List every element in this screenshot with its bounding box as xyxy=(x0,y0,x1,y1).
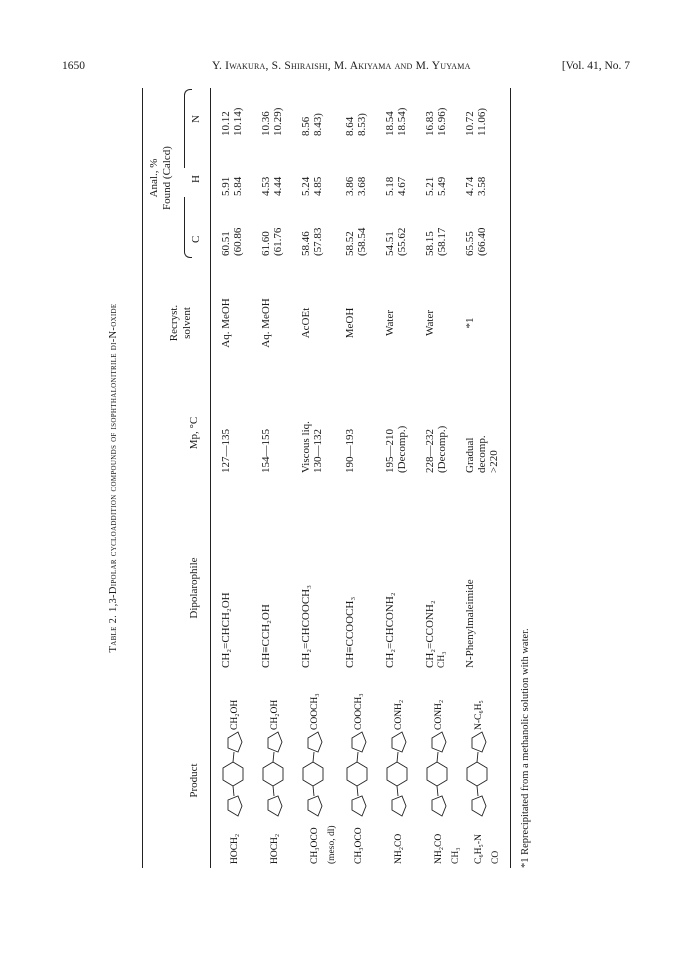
mp-line1: 190—193 xyxy=(344,429,356,473)
isoxazoline-ring-left xyxy=(392,796,406,816)
isoxazoline-ring-left xyxy=(228,796,242,816)
mp-line2: (Decomp.) xyxy=(436,425,448,473)
n-calcd: 8.53) xyxy=(356,113,368,136)
product-structure xyxy=(384,684,410,864)
header-anal-line1: Anal., % xyxy=(148,158,160,198)
n-found: 16.83 xyxy=(424,111,436,136)
n-found: 10.72 xyxy=(464,111,476,136)
table-row xyxy=(384,88,424,868)
header-recryst-line1: Recryst. xyxy=(168,304,180,342)
dipolarophile-cell xyxy=(260,604,272,668)
product-diagram xyxy=(424,678,450,864)
h-found: 5.24 xyxy=(300,176,312,196)
nitrogen-cell xyxy=(464,92,488,136)
mp-cell xyxy=(384,426,408,473)
nitrogen-cell xyxy=(424,92,448,136)
c-calcd: (55.62 xyxy=(396,227,408,256)
bottom-rule xyxy=(510,88,511,868)
recryst-cell: AcOEt xyxy=(300,307,312,339)
product-diagram xyxy=(344,678,370,864)
table-row xyxy=(300,88,340,868)
dipolarophile-formula: CH≡CCOOCH₃ xyxy=(344,596,356,668)
n-calcd: 10.14) xyxy=(232,107,244,136)
product-structure xyxy=(464,684,502,864)
benzene-ring xyxy=(223,762,243,786)
n-calcd: 18.54) xyxy=(396,107,408,136)
dipolarophile-cell xyxy=(464,579,476,668)
c-calcd: (58.17 xyxy=(436,227,448,256)
dipolarophile-formula: CH₂=CHCONH₂ xyxy=(384,592,396,668)
isoxazoline-ring-right xyxy=(352,732,366,752)
table-row xyxy=(220,88,260,868)
c-found: 54.51 xyxy=(384,231,396,256)
dipolarophile-formula: N-Phenylmaleimide xyxy=(464,579,476,668)
h-found: 3.86 xyxy=(344,176,356,196)
running-authors: Y. Iwakura, S. Shiraishi, M. Akiyama and M. Yuyama xyxy=(212,60,471,72)
dipolarophile-formula: CH₂=CHCH₂OH xyxy=(220,592,232,668)
n-found: 10.12 xyxy=(220,111,232,136)
mp-line2: decomp. xyxy=(476,435,488,473)
mp-cell xyxy=(300,421,324,473)
product-note: (meso, dl) xyxy=(327,825,337,864)
mp-line1: Gradual xyxy=(464,437,476,473)
hydrogen-cell xyxy=(424,152,448,196)
n-found: 8.56 xyxy=(300,116,312,136)
table-row xyxy=(464,88,504,868)
hydrogen-cell xyxy=(344,152,368,196)
mp-line1: 127—135 xyxy=(220,429,232,473)
nitrogen-cell xyxy=(300,92,324,136)
c-found: 65.55 xyxy=(464,231,476,256)
n-found: 18.54 xyxy=(384,111,396,136)
isoxazoline-ring-right xyxy=(472,732,486,752)
product-right-group: CH₂OH xyxy=(270,699,280,730)
carbon-cell xyxy=(464,212,488,256)
product-diagram xyxy=(464,678,490,864)
product-right-group: CONH₂ xyxy=(394,699,404,730)
recryst-cell: Aq. MeOH xyxy=(260,298,272,348)
recryst-cell: Aq. MeOH xyxy=(220,298,232,348)
product-structure xyxy=(220,684,246,864)
benzene-ring xyxy=(467,762,487,786)
product-left-group: C₆H₅-N xyxy=(474,834,484,864)
dipolarophile-cell xyxy=(220,592,232,668)
h-calcd: 4.67 xyxy=(396,176,408,196)
dipolarophile-sub: CH₃ xyxy=(437,651,447,668)
product-right-group: CONH₂ xyxy=(434,699,444,730)
product-right-group: COOCH₃ xyxy=(310,693,320,730)
product-left-group: CH₃OCO xyxy=(310,827,320,864)
header-analysis xyxy=(148,88,174,268)
header-dipolarophile: Dipolarophile xyxy=(188,557,200,619)
hydrogen-cell xyxy=(260,152,284,196)
nitrogen-cell xyxy=(260,92,284,136)
isoxazoline-ring-right xyxy=(432,732,446,752)
anal-brace-right xyxy=(184,89,192,168)
h-found: 5.18 xyxy=(384,176,396,196)
recryst-cell: MeOH xyxy=(344,307,356,339)
mp-line1: 154—155 xyxy=(260,429,272,473)
benzene-ring xyxy=(303,762,323,786)
n-calcd: 8.43) xyxy=(312,113,324,136)
mp-cell xyxy=(344,429,356,473)
carbon-cell xyxy=(220,212,244,256)
header-anal-line2: Found (Calcd) xyxy=(161,146,173,210)
h-calcd: 4.85 xyxy=(312,176,324,196)
h-calcd: 5.84 xyxy=(232,176,244,196)
hydrogen-cell xyxy=(464,152,488,196)
header-h: H xyxy=(190,175,202,183)
table-row xyxy=(344,88,384,868)
product-diagram xyxy=(220,678,246,864)
recryst-cell: Water xyxy=(424,310,436,336)
carbon-cell xyxy=(424,212,448,256)
n-calcd: 16.96) xyxy=(436,107,448,136)
h-found: 5.91 xyxy=(220,176,232,196)
h-found: 4.53 xyxy=(260,176,272,196)
nitrogen-cell xyxy=(384,92,408,136)
c-found: 58.52 xyxy=(344,231,356,256)
carbon-cell xyxy=(384,212,408,256)
product-structure xyxy=(344,684,370,864)
product-left-group: NH₂CO xyxy=(434,833,444,864)
header-rule xyxy=(210,88,211,868)
header-mp: Mp, °C xyxy=(188,416,200,450)
dipolarophile-formula: CH₂=CCONH₂ xyxy=(424,600,436,668)
mp-cell xyxy=(464,435,500,473)
product-left-group: HOCH₂ xyxy=(270,833,280,864)
table-row xyxy=(260,88,300,868)
header-n: N xyxy=(190,115,202,123)
product-note: CO xyxy=(491,850,501,864)
product-diagram xyxy=(384,678,410,864)
c-found: 58.46 xyxy=(300,231,312,256)
product-left-group: HOCH₂ xyxy=(230,833,240,864)
isoxazoline-ring-right xyxy=(308,732,322,752)
dipolarophile-cell xyxy=(344,597,356,668)
nitrogen-cell xyxy=(344,92,368,136)
product-structure xyxy=(260,684,286,864)
product-left-group: CH₃OCO xyxy=(354,827,364,864)
h-calcd: 3.58 xyxy=(476,176,488,196)
c-found: 60.51 xyxy=(220,231,232,256)
mp-line3: >220 xyxy=(488,450,500,473)
carbon-cell xyxy=(300,212,324,256)
isoxazoline-ring-left xyxy=(432,796,446,816)
h-found: 5.21 xyxy=(424,176,436,196)
product-structure xyxy=(424,684,462,864)
mp-line2: 130—132 xyxy=(312,429,324,473)
c-calcd: (57.83 xyxy=(312,227,324,256)
mp-line1: Viscous liq. xyxy=(300,421,312,473)
header-c: C xyxy=(190,235,202,243)
rotated-table xyxy=(108,88,578,868)
mp-line1: 195—210 xyxy=(384,429,396,473)
header-product: Product xyxy=(188,763,200,798)
benzene-ring xyxy=(263,762,283,786)
isoxazoline-ring-left xyxy=(472,796,486,816)
table-footnote: *1 Reprecipitated from a methanolic solution with water. xyxy=(520,628,531,868)
product-left-group: NH₂CO xyxy=(394,833,404,864)
h-found: 4.74 xyxy=(464,176,476,196)
isoxazoline-ring-right xyxy=(268,732,282,752)
carbon-cell xyxy=(260,212,284,256)
c-calcd: (58.54 xyxy=(356,227,368,256)
recryst-cell: Water xyxy=(384,310,396,336)
c-found: 61.60 xyxy=(260,231,272,256)
product-right-group: COOCH₃ xyxy=(354,693,364,730)
carbon-cell xyxy=(344,212,368,256)
dipolarophile-formula: CH≡CCH₂OH xyxy=(260,604,272,668)
page-header xyxy=(62,60,630,80)
isoxazoline-ring-right xyxy=(228,732,242,752)
product-structure xyxy=(300,684,338,864)
table-caption: Table 2. 1,3-Dipolar cycloaddition compounds of isophthalonitrile di-N-oxide xyxy=(108,303,119,653)
benzene-ring xyxy=(427,762,447,786)
n-found: 10.36 xyxy=(260,111,272,136)
c-calcd: (60.86 xyxy=(232,227,244,256)
volume-info: [Vol. 41, No. 7 xyxy=(561,60,630,72)
dipolarophile-cell xyxy=(384,592,396,668)
benzene-ring xyxy=(347,762,367,786)
product-diagram xyxy=(300,678,326,864)
dipolarophile-cell xyxy=(300,585,312,668)
hydrogen-cell xyxy=(300,152,324,196)
mp-line1: 228—232 xyxy=(424,429,436,473)
isoxazoline-ring-right xyxy=(392,732,406,752)
c-calcd: (61.76 xyxy=(272,227,284,256)
isoxazoline-ring-left xyxy=(308,796,322,816)
c-found: 58.15 xyxy=(424,231,436,256)
mp-line2: (Decomp.) xyxy=(396,425,408,473)
table-row xyxy=(424,88,464,868)
h-calcd: 3.68 xyxy=(356,176,368,196)
h-calcd: 5.49 xyxy=(436,176,448,196)
product-note: CH₃ xyxy=(451,847,461,864)
c-calcd: (66.40 xyxy=(476,227,488,256)
mp-cell xyxy=(260,429,272,473)
dipolarophile-formula: CH₂=CHCOOCH₃ xyxy=(300,585,312,668)
mp-cell xyxy=(220,429,232,473)
n-found: 8.64 xyxy=(344,116,356,136)
product-diagram xyxy=(260,678,286,864)
top-rule xyxy=(142,88,143,868)
benzene-ring xyxy=(387,762,407,786)
mp-cell xyxy=(424,426,448,473)
n-calcd: 10.29) xyxy=(272,107,284,136)
isoxazoline-ring-left xyxy=(352,796,366,816)
anal-brace-left xyxy=(184,197,192,258)
hydrogen-cell xyxy=(220,152,244,196)
n-calcd: 11.06) xyxy=(476,107,488,136)
h-calcd: 4.44 xyxy=(272,176,284,196)
dipolarophile-cell xyxy=(424,600,448,668)
isoxazoline-ring-left xyxy=(268,796,282,816)
recryst-cell: *1 xyxy=(464,317,476,329)
page-number: 1650 xyxy=(62,60,85,72)
hydrogen-cell xyxy=(384,152,408,196)
product-right-group: N-C₆H₅ xyxy=(474,700,484,730)
header-recryst-line2: solvent xyxy=(181,307,193,339)
nitrogen-cell xyxy=(220,92,244,136)
product-right-group: CH₂OH xyxy=(230,699,240,730)
header-recryst xyxy=(168,273,194,373)
